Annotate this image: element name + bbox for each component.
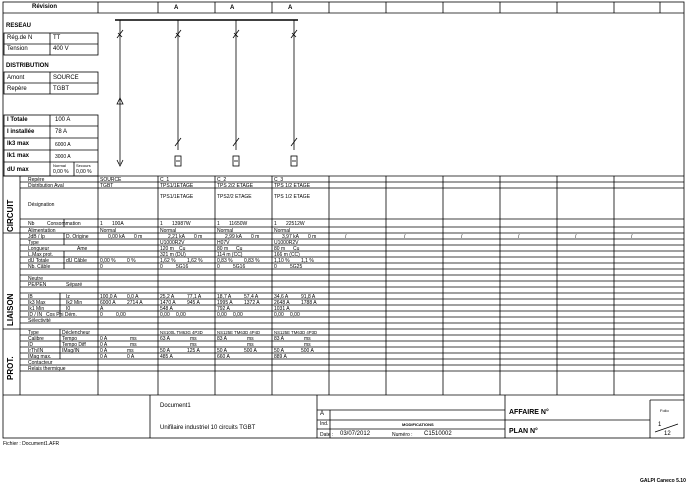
ik3max-value: 6000 A <box>55 142 71 148</box>
circuit-3-ame: Cu <box>293 246 300 252</box>
footer-software: GALPI Caneco 5.10 <box>640 478 686 484</box>
circuit-0-conso: 100A <box>112 221 124 227</box>
circuit-1-calibre: 63 A <box>160 336 171 342</box>
distribution-title: DISTRIBUTION <box>6 63 49 69</box>
circuit-1-designation: TPS1/1ETAGE <box>160 194 194 200</box>
revision-col-3: A <box>288 5 293 11</box>
row-tempo: Tempo <box>62 336 78 342</box>
row-consommation: Consommation <box>47 221 81 227</box>
circuit-3-calibre: 83 A <box>274 336 285 342</box>
circuit-3-ik1: 1031 A <box>274 306 290 312</box>
ik1max-label: Ik1 max <box>7 153 30 159</box>
circuit-2-i0: 0,00 <box>217 312 227 318</box>
circuit-1-duc: 1,62 % <box>187 258 203 264</box>
du-secours-label: Secours <box>76 163 91 168</box>
row-du-totale: dU Totale <box>28 258 50 264</box>
row-neutre: Neutre <box>28 276 44 282</box>
circuit-2-neutre: 5G16 <box>233 264 246 270</box>
circuit-1-type: U1000R2V <box>160 240 185 246</box>
circuit-2-aval: TPS 2/2 ETAGE <box>217 183 254 189</box>
jdb-slash-3: / <box>518 234 520 240</box>
document-name: Document1 <box>160 403 191 409</box>
row-calibre: Calibre <box>28 336 44 342</box>
circuit-0-alim: Normal <box>100 228 117 234</box>
circuit-3-cos: 0,00 <box>290 312 300 318</box>
circuit-3-d-orig: 0 m <box>308 234 317 240</box>
circuit-1-ib: 25,2 A <box>160 294 175 300</box>
reseau-label-2: Tension <box>7 46 28 52</box>
circuit-0-ms3: ms <box>127 348 134 354</box>
numero-value: C1510002 <box>424 431 452 437</box>
date-label: Date : <box>320 432 334 438</box>
row-irth: IrTh/IN <box>28 348 44 354</box>
circuit-3-neutre: 5G25 <box>290 264 303 270</box>
circuit-2-ms2: ms <box>247 342 254 348</box>
row-selectivite: Sélectivité <box>28 318 51 324</box>
row-distribution-aval: Distribution Aval <box>28 183 64 189</box>
circuit-2-conso: 11650W <box>229 221 248 227</box>
circuit-3-long: 80 m <box>274 246 286 252</box>
row-ik1-min: Ik1 Min <box>28 306 45 312</box>
circuit-1-nbc: 0 <box>160 264 163 270</box>
row-nb: Nb <box>28 221 35 227</box>
row-du-cable: dU Câble <box>66 258 87 264</box>
section-prot: PROT. <box>6 356 15 380</box>
circuit-2-repere: C_2 <box>217 177 227 183</box>
circuit-0-jdb: 0,00 kA <box>108 234 125 240</box>
jdb-slash-5: / <box>631 234 633 240</box>
circuit-1-repere: C_1 <box>160 177 170 183</box>
dumax-label: dU max <box>7 167 29 173</box>
circuit-0-aval: TGBT <box>100 183 114 189</box>
distribution-label-1: Amont <box>7 75 25 81</box>
circuit-0-ms2: ms <box>130 342 137 348</box>
iinstallee-label: I installée <box>7 129 35 135</box>
row-prot-type: Type <box>28 330 39 336</box>
date-value: 03/07/2012 <box>340 431 371 437</box>
circuit-2-long: 80 m <box>217 246 229 252</box>
row-jdb: JdB / Ip <box>28 234 45 240</box>
reseau-value-2: 400 V <box>53 46 69 52</box>
row-alimentation: Alimentation <box>28 228 56 234</box>
distribution-value-1: SOURCE <box>53 75 79 81</box>
folio-value: 1 <box>658 422 662 428</box>
circuit-0-iz: 0,0 A <box>127 294 139 300</box>
circuit-0-ms4: 0 A <box>127 354 135 360</box>
row-id-in: ID / IN <box>28 312 43 318</box>
circuit-2-type-p: NS125E TM63D 4P4D <box>217 330 261 335</box>
row-id: ID <box>28 342 33 348</box>
row-imag-max: IMag max. <box>28 354 52 360</box>
circuit-1-nb: 1 <box>160 221 163 227</box>
circuit-2-dut: 0,83 % <box>217 258 233 264</box>
circuit-3-iz: 91,8 A <box>301 294 316 300</box>
revision-col-2: A <box>230 5 235 11</box>
circuit-0-tempo-diff: 0 A <box>100 342 108 348</box>
reseau-label-1: Rég.de N <box>7 35 33 41</box>
row-ik3-max: Ik3 Max <box>28 300 46 306</box>
circuit-0-calibre: 0 A <box>100 336 108 342</box>
circuit-2-ik3: 1995 A <box>217 300 233 306</box>
circuit-1-i0: 0,00 <box>160 312 170 318</box>
circuit-1-d-orig: 0 m <box>194 234 203 240</box>
circuit-1-alim: Normal <box>160 228 177 234</box>
row-declencheur: Déclencheur <box>62 330 91 336</box>
du-normal-value: 0,00 % <box>53 169 69 175</box>
circuit-2-d-orig: 0 m <box>251 234 260 240</box>
numero-label: Numéro : <box>392 432 413 438</box>
section-circuit: CIRCUIT <box>6 199 15 232</box>
row-separe: Séparé <box>66 282 83 288</box>
distribution-label-2: Repère <box>7 86 27 92</box>
circuit-0-duc: 0 % <box>127 258 136 264</box>
row-relais: Relais thermique <box>28 366 66 372</box>
affaire-label: AFFAIRE N° <box>509 409 549 416</box>
circuit-3-type: U1000R2V <box>274 240 299 246</box>
circuit-3-id-val: 50 A <box>274 348 285 354</box>
footer-file: Fichier : Document1.AFR <box>3 441 60 447</box>
circuit-0-i0: 0 <box>100 312 103 318</box>
circuit-2-ik2: 1372 A <box>244 300 260 306</box>
circuit-3-i0: 0,00 <box>274 312 284 318</box>
circuit-3-aval: TPS 1/2 ETAGE <box>274 183 311 189</box>
circuit-2-ms1: ms <box>247 336 254 342</box>
row-repere: Repère <box>28 177 45 183</box>
row-designation: Désignation <box>28 202 55 208</box>
circuit-0-ms1: ms <box>130 336 137 342</box>
circuit-1-conso: 13987W <box>172 221 191 227</box>
circuit-0-ik3: 6000 A <box>100 300 116 306</box>
circuit-1-neutre: 5G16 <box>176 264 189 270</box>
circuit-2-id-val: 50 A <box>217 348 228 354</box>
row-nb-cable: Nb. Câble <box>28 264 51 270</box>
row-type: Type <box>28 240 39 246</box>
circuit-2-calibre: 83 A <box>217 336 228 342</box>
document-description: Unifilaire industriel 10 circuits TGBT <box>160 425 256 431</box>
ind-label: Ind. <box>320 421 329 427</box>
circuit-0-nbc: 0 <box>100 264 103 270</box>
reseau-value-1: TT <box>53 35 61 41</box>
section-liaison: LIAISON <box>6 293 15 326</box>
circuit-1-lmax: 321 m (DU) <box>160 252 186 258</box>
circuit-3-ik3: 2648 A <box>274 300 290 306</box>
circuit-3-nbc: 0 <box>274 264 277 270</box>
row-ik2-min: Ik2 Min <box>66 300 83 306</box>
circuit-3-alim: Normal <box>274 228 291 234</box>
jdb-slash-1: / <box>404 234 406 240</box>
circuit-2-duc: 0,83 % <box>244 258 260 264</box>
circuit-2-alim: Normal <box>217 228 234 234</box>
modifications-label: MODIFICATIONS <box>402 422 434 427</box>
circuit-2-lmax: 114 m (CC) <box>217 252 243 258</box>
circuit-2-type: H07V <box>217 240 230 246</box>
circuit-3-jdb: 3,97 kA <box>282 234 299 240</box>
circuit-3-repere: C_3 <box>274 177 284 183</box>
circuit-1-type-p: NS100L TM63G 4P3D <box>160 330 203 335</box>
circuit-2-nb: 1 <box>217 221 220 227</box>
circuit-0-repere: SOURCE <box>100 177 122 183</box>
circuit-3-ms1: ms <box>304 336 311 342</box>
circuit-1-ik2: 945 A <box>187 300 200 306</box>
circuit-1-id-val: 50 A <box>160 348 171 354</box>
circuit-2-ms3: 500 A <box>244 348 257 354</box>
circuit-3-duc: 1,1 % <box>301 258 314 264</box>
circuit-2-ik1: 792 A <box>217 306 230 312</box>
itotale-label: I Totale <box>7 117 28 123</box>
row-d-origine: D. Origine <box>66 234 89 240</box>
circuit-1-ms3: 125 A <box>187 348 200 354</box>
circuit-3-type-p: NS125E TM63D 4P3D <box>274 330 318 335</box>
jdb-slash-4: / <box>575 234 577 240</box>
circuit-0-ik1: A <box>100 306 104 312</box>
circuit-0-cos: 0,00 <box>116 312 126 318</box>
ik1max-value: 3000 A <box>55 154 71 160</box>
row-contacteur: Contacteur <box>28 360 53 366</box>
iinstallee-value: 78 A <box>55 129 68 135</box>
circuit-3-lmax: 166 m (CC) <box>274 252 300 258</box>
jdb-slash-2: / <box>461 234 463 240</box>
circuit-3-ms3: 500 A <box>301 348 314 354</box>
circuit-3-ms2: ms <box>304 342 311 348</box>
revision-col-1: A <box>174 5 179 11</box>
circuit-1-cos: 0,00 <box>176 312 186 318</box>
circuit-3-ik2: 1788 A <box>301 300 317 306</box>
row-cos-phi: Cos Phi Dém. <box>46 312 77 318</box>
circuit-3-imag: 889 A <box>274 354 287 360</box>
circuit-2-imag: 660 A <box>217 354 230 360</box>
circuit-2-jdb: 2,99 kA <box>225 234 242 240</box>
circuit-1-iz: 77,1 A <box>187 294 202 300</box>
row-ame: Ame <box>77 246 88 252</box>
circuit-1-aval: TPS1/1ETAGE <box>160 183 194 189</box>
distribution-value-2: TGBT <box>53 86 69 92</box>
circuit-0-id-val: 0 A <box>100 348 108 354</box>
circuit-1-ik3: 1470 A <box>160 300 176 306</box>
ik3max-label: Ik3 max <box>7 141 30 147</box>
circuit-0-dut: 0,00 % <box>100 258 116 264</box>
revision-label: Révision <box>32 4 58 10</box>
row-ib: IB <box>28 294 33 300</box>
row-lmax: L.Max prot. <box>28 252 54 258</box>
circuit-0-ib: 100,0 A <box>100 294 117 300</box>
circuit-2-designation: TPS2/2 ETAGE <box>217 194 252 200</box>
circuit-0-imag: 0 A <box>100 354 108 360</box>
reseau-title: RESEAU <box>6 23 32 29</box>
row-tempo-diff: Tempo Diff <box>62 342 86 348</box>
du-secours-value: 0,00 % <box>76 169 92 175</box>
circuit-0-d-orig: 0 m <box>134 234 143 240</box>
row-pe-pen: PE/PEN <box>28 282 47 288</box>
circuit-2-cos: 0,00 <box>233 312 243 318</box>
circuit-0-nb: 1 <box>100 221 103 227</box>
folio-total: 12 <box>664 431 671 437</box>
circuit-1-imag: 485 A <box>160 354 173 360</box>
itotale-value: 100 A <box>55 117 71 123</box>
circuit-1-ms1: ms <box>190 336 197 342</box>
circuit-1-jdb: 2,21 kA <box>168 234 185 240</box>
folio-label: Folio <box>660 408 669 413</box>
circuit-2-nbc: 0 <box>217 264 220 270</box>
plan-label: PLAN N° <box>509 428 538 435</box>
circuit-3-ib: 34,6 A <box>274 294 289 300</box>
circuit-1-ms2: ms <box>190 342 197 348</box>
circuit-0-ik2: 2714 A <box>127 300 143 306</box>
circuit-2-ib: 18,7 A <box>217 294 232 300</box>
circuit-1-ame: Cu <box>179 246 186 252</box>
circuit-2-iz: 57,4 A <box>244 294 259 300</box>
circuit-1-ik1: 548 A <box>160 306 173 312</box>
circuit-1-long: 120 m <box>160 246 174 252</box>
circuit-2-ame: Cu <box>236 246 243 252</box>
du-normal-label: Normal <box>53 163 66 168</box>
row-iz: Iz <box>66 294 70 300</box>
jdb-slash-0: / <box>345 234 347 240</box>
revision-letter: A <box>320 411 325 417</box>
row-i0: I0 <box>66 306 71 312</box>
circuit-3-dut: 1,10 % <box>274 258 290 264</box>
circuit-3-nb: 1 <box>274 221 277 227</box>
circuit-3-conso: 22512W <box>286 221 305 227</box>
row-imag-ith: IMag/IN <box>62 348 80 354</box>
circuit-3-designation: TPS 1/2 ETAGE <box>274 194 311 200</box>
row-longueur: Longueur <box>28 246 50 252</box>
circuit-1-dut: 1,62 % <box>160 258 176 264</box>
